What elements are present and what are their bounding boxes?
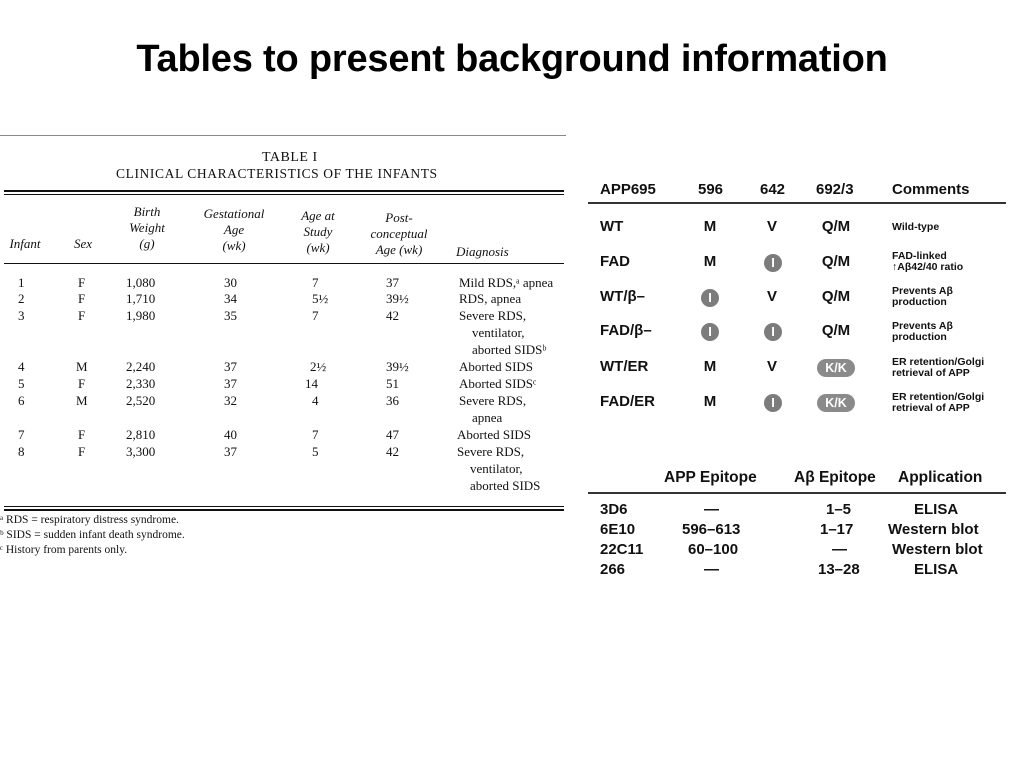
mutation-badge: I xyxy=(764,254,782,272)
gest-age-cell: 37 xyxy=(224,359,237,374)
diagnosis-cell: Aborted SIDSᶜ xyxy=(459,376,537,391)
mutation-badge: I xyxy=(764,394,782,412)
gest-age-cell: 34 xyxy=(224,291,237,306)
comment-cell: Wild-type xyxy=(892,221,940,233)
abeta-epitope-cell: 1–17 xyxy=(820,521,854,538)
mutation-badge: I xyxy=(764,323,782,341)
diagnosis-cell: Severe RDS, xyxy=(459,393,527,408)
post-age-cell: 42 xyxy=(386,308,399,323)
table-caption-title: CLINICAL CHARACTERISTICS OF THE INFANTS xyxy=(116,166,438,181)
diagnosis-cell: Mild RDS,ᵃ apnea xyxy=(459,275,554,290)
table-rule xyxy=(4,263,564,264)
comment-cell: Prevents Aβ production xyxy=(892,320,953,343)
infant-number: 5 xyxy=(18,376,25,391)
header-gestational-age: Gestational Age (wk) xyxy=(203,206,265,253)
header-sex: Sex xyxy=(73,236,93,251)
application-cell: Western blot xyxy=(888,521,979,538)
infant-number: 2 xyxy=(18,291,25,306)
residue-642: V xyxy=(766,358,777,375)
header-age-at-study: Age at Study (wk) xyxy=(301,208,335,255)
header-comments: Comments xyxy=(892,181,970,198)
row-label-wt-beta: WT/β– xyxy=(600,288,645,305)
residue-642: V xyxy=(766,288,777,305)
table-rule xyxy=(4,506,564,507)
study-age-cell: 4 xyxy=(312,393,319,408)
antibody-name: 22C11 xyxy=(600,541,644,558)
study-age-cell: 2½ xyxy=(310,359,327,374)
header-app695: APP695 xyxy=(600,181,656,198)
gest-age-cell: 30 xyxy=(224,275,237,290)
weight-cell: 1,710 xyxy=(126,291,156,306)
residue-692: Q/M xyxy=(821,218,851,235)
post-age-cell: 37 xyxy=(386,275,399,290)
diagnosis-cell: aborted SIDS xyxy=(470,478,541,493)
weight-cell: 2,240 xyxy=(126,359,156,374)
table-rule xyxy=(4,194,564,195)
app-epitope-cell: — xyxy=(704,561,719,578)
weight-cell: 1,980 xyxy=(126,308,156,323)
gest-age-cell: 40 xyxy=(224,427,237,442)
study-age-cell: 7 xyxy=(312,308,319,323)
diagnosis-cell: ventilator, xyxy=(470,461,523,476)
gest-age-cell: 35 xyxy=(224,308,237,323)
header-diagnosis: Diagnosis xyxy=(456,244,509,259)
comment-cell: ER retention/Golgi retrieval of APP xyxy=(892,391,985,414)
comment-cell: Prevents Aβ production xyxy=(892,285,953,308)
antibody-name: 6E10 xyxy=(600,521,636,538)
gest-age-cell: 32 xyxy=(224,393,237,408)
abeta-epitope-cell: 13–28 xyxy=(818,561,860,578)
mutation-badge: I xyxy=(701,289,719,307)
residue-596: M xyxy=(703,358,717,375)
infant-number: 6 xyxy=(18,393,25,408)
gest-age-cell: 37 xyxy=(224,376,237,391)
row-label-wt-er: WT/ER xyxy=(600,358,649,375)
sex-cell: M xyxy=(76,359,88,374)
diagnosis-cell: Aborted SIDS xyxy=(459,359,534,374)
infant-number: 4 xyxy=(18,359,25,374)
app695-mutant-table xyxy=(588,172,1008,422)
infant-number: 1 xyxy=(18,275,25,290)
header-596: 596 xyxy=(698,181,724,198)
footnote: ᵇ SIDS = sudden infant death syndrome. xyxy=(0,529,185,541)
header-infant: Infant xyxy=(9,236,41,251)
footnote: ᶜ History from parents only. xyxy=(0,544,128,556)
weight-cell: 2,810 xyxy=(126,427,156,442)
sex-cell: F xyxy=(78,376,86,391)
post-age-cell: 51 xyxy=(386,376,399,391)
post-age-cell: 36 xyxy=(386,393,399,408)
sex-cell: F xyxy=(78,427,86,442)
weight-cell: 1,080 xyxy=(126,275,156,290)
infant-number: 8 xyxy=(18,444,25,459)
antibody-name: 266 xyxy=(600,561,626,578)
application-cell: ELISA xyxy=(914,561,959,578)
clinical-characteristics-table xyxy=(0,130,568,570)
header-birth-weight: Birth Weight (g) xyxy=(129,204,165,251)
diagnosis-cell: Severe RDS, xyxy=(457,444,525,459)
infant-number: 7 xyxy=(18,427,25,442)
app-epitope-cell: 60–100 xyxy=(688,541,739,558)
sex-cell: F xyxy=(78,291,86,306)
table-rule xyxy=(4,509,564,511)
diagnosis-cell: aborted SIDSᵇ xyxy=(472,342,547,357)
residue-692: Q/M xyxy=(821,253,851,270)
residue-596: M xyxy=(703,393,717,410)
header-692: 692/3 xyxy=(816,181,854,198)
residue-692: Q/M xyxy=(821,288,851,305)
header-app-epitope: APP Epitope xyxy=(664,469,757,486)
abeta-epitope-cell: — xyxy=(832,541,847,558)
antibody-name: 3D6 xyxy=(600,501,628,518)
antibody-epitope-table xyxy=(588,460,1008,590)
infant-number: 3 xyxy=(18,308,25,323)
residue-692: Q/M xyxy=(821,322,851,339)
post-age-cell: 39½ xyxy=(386,359,409,374)
slide-title: Tables to present background information xyxy=(136,38,888,80)
application-cell: ELISA xyxy=(914,501,959,518)
table-rule xyxy=(588,202,1006,204)
mutation-badge: K/K xyxy=(817,359,855,377)
row-label-fad-beta: FAD/β– xyxy=(600,322,652,339)
sex-cell: F xyxy=(78,308,86,323)
weight-cell: 2,520 xyxy=(126,393,156,408)
table-caption-number: TABLE I xyxy=(262,150,318,165)
study-age-cell: 5½ xyxy=(312,291,329,306)
table-rule xyxy=(588,492,1006,494)
app-epitope-cell: — xyxy=(704,501,719,518)
weight-cell: 3,300 xyxy=(126,444,156,459)
table-rule xyxy=(4,190,564,192)
diagnosis-cell: Aborted SIDS xyxy=(457,427,532,442)
diagnosis-cell: Severe RDS, xyxy=(459,308,527,323)
gest-age-cell: 37 xyxy=(224,444,237,459)
study-age-cell: 5 xyxy=(312,444,319,459)
sex-cell: F xyxy=(78,275,86,290)
footnote: ᵃ RDS = respiratory distress syndrome. xyxy=(0,514,179,526)
diagnosis-cell: apnea xyxy=(472,410,503,425)
row-label-fad: FAD xyxy=(600,253,630,270)
sex-cell: F xyxy=(78,444,86,459)
application-cell: Western blot xyxy=(892,541,983,558)
row-label-wt: WT xyxy=(600,218,624,235)
post-age-cell: 39½ xyxy=(386,291,409,306)
residue-642: V xyxy=(766,218,777,235)
comment-cell: ER retention/Golgi retrieval of APP xyxy=(892,356,985,379)
mutation-badge: I xyxy=(701,323,719,341)
header-abeta-epitope: Aβ Epitope xyxy=(794,469,876,486)
residue-596: M xyxy=(703,253,717,270)
sex-cell: M xyxy=(76,393,88,408)
header-642: 642 xyxy=(760,181,786,198)
table-border xyxy=(0,135,566,136)
study-age-cell: 14 xyxy=(305,376,318,391)
post-age-cell: 47 xyxy=(386,427,399,442)
diagnosis-cell: RDS, apnea xyxy=(459,291,522,306)
abeta-epitope-cell: 1–5 xyxy=(826,501,852,518)
study-age-cell: 7 xyxy=(312,275,319,290)
header-postconceptual-age: Post- conceptual Age (wk) xyxy=(370,210,428,257)
post-age-cell: 42 xyxy=(386,444,399,459)
diagnosis-cell: ventilator, xyxy=(472,325,525,340)
study-age-cell: 7 xyxy=(312,427,319,442)
residue-596: M xyxy=(703,218,717,235)
comment-cell: FAD-linked ↑Aβ42/40 ratio xyxy=(892,250,964,273)
mutation-badge: K/K xyxy=(817,394,855,412)
header-application: Application xyxy=(898,469,983,486)
app-epitope-cell: 596–613 xyxy=(682,521,741,538)
row-label-fad-er: FAD/ER xyxy=(600,393,656,410)
weight-cell: 2,330 xyxy=(126,376,156,391)
